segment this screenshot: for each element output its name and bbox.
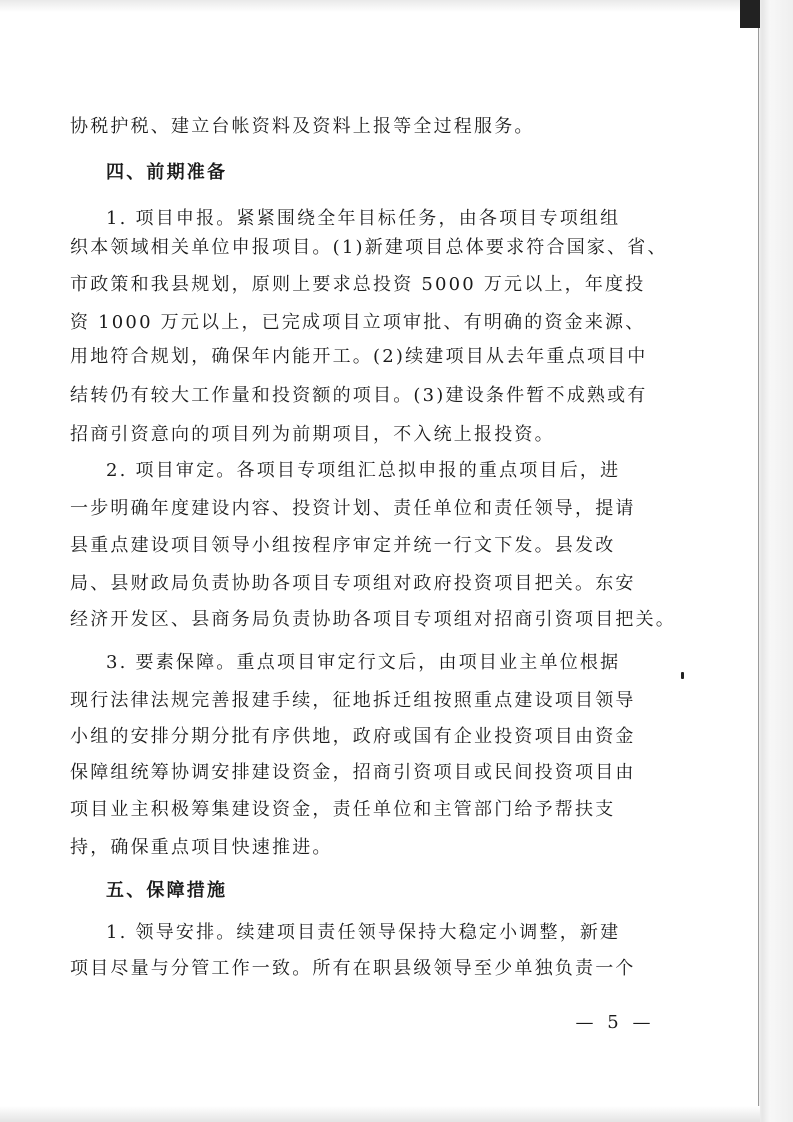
section-heading: 四、前期准备 bbox=[106, 162, 228, 183]
paragraph-line: 现行法律法规完善报建手续，征地拆迁组按照重点建设项目领导 bbox=[70, 690, 636, 711]
paragraph-line: 资 1000 万元以上，已完成项目立项审批、有明确的资金来源、 bbox=[70, 312, 646, 333]
paragraph-line: 县重点建设项目领导小组按程序审定并统一行文下发。县发改 bbox=[70, 535, 616, 556]
stray-ink-mark bbox=[681, 672, 684, 679]
paragraph-line: 项目尽量与分管工作一致。所有在职县级领导至少单独负责一个 bbox=[70, 958, 636, 979]
scan-right-edge bbox=[758, 0, 793, 1122]
paragraph-line: 结转仍有较大工作量和投资额的项目。(3)建设条件暂不成熟或有 bbox=[70, 385, 648, 406]
page-edge-line bbox=[758, 0, 759, 1122]
paragraph-line: 小组的安排分期分批有序供地，政府或国有企业投资项目由资金 bbox=[70, 726, 636, 747]
paragraph-line: 用地符合规划，确保年内能开工。(2)续建项目从去年重点项目中 bbox=[70, 346, 648, 367]
section-heading: 五、保障措施 bbox=[106, 880, 228, 901]
paragraph-line: 项目业主积极筹集建设资金，责任单位和主管部门给予帮扶支 bbox=[70, 799, 616, 820]
paragraph-line: 2. 项目审定。各项目专项组汇总拟申报的重点项目后，进 bbox=[106, 460, 621, 481]
paragraph-line: 经济开发区、县商务局负责协助各项目专项组对招商引资项目把关。 bbox=[70, 609, 676, 630]
paragraph-line: 1. 领导安排。续建项目责任领导保持大稳定小调整，新建 bbox=[106, 922, 621, 943]
paragraph-line: 招商引资意向的项目列为前期项目，不入统上报投资。 bbox=[70, 424, 555, 445]
text-line: 协税护税、建立台帐资料及资料上报等全过程服务。 bbox=[70, 116, 535, 137]
paragraph-line: 1. 项目申报。紧紧围绕全年目标任务，由各项目专项组组 bbox=[106, 208, 621, 229]
paragraph-line: 局、县财政局负责协助各项目专项组对政府投资项目把关。东安 bbox=[70, 573, 636, 594]
scan-corner-mark bbox=[740, 0, 760, 28]
scan-top-edge bbox=[0, 0, 760, 12]
scan-bottom-edge bbox=[0, 1106, 760, 1122]
paragraph-line: 保障组统筹协调安排建设资金，招商引资项目或民间投资项目由 bbox=[70, 762, 636, 783]
paragraph-line: 市政策和我县规划，原则上要求总投资 5000 万元以上，年度投 bbox=[70, 274, 646, 295]
paragraph-line: 织本领域相关单位申报项目。(1)新建项目总体要求符合国家、省、 bbox=[70, 237, 668, 258]
paragraph-line: 持，确保重点项目快速推进。 bbox=[70, 837, 333, 858]
paragraph-line: 一步明确年度建设内容、投资计划、责任单位和责任领导，提请 bbox=[70, 498, 636, 519]
paragraph-line: 3. 要素保障。重点项目审定行文后，由项目业主单位根据 bbox=[106, 652, 621, 673]
page-number: — 5 — bbox=[575, 1012, 655, 1033]
